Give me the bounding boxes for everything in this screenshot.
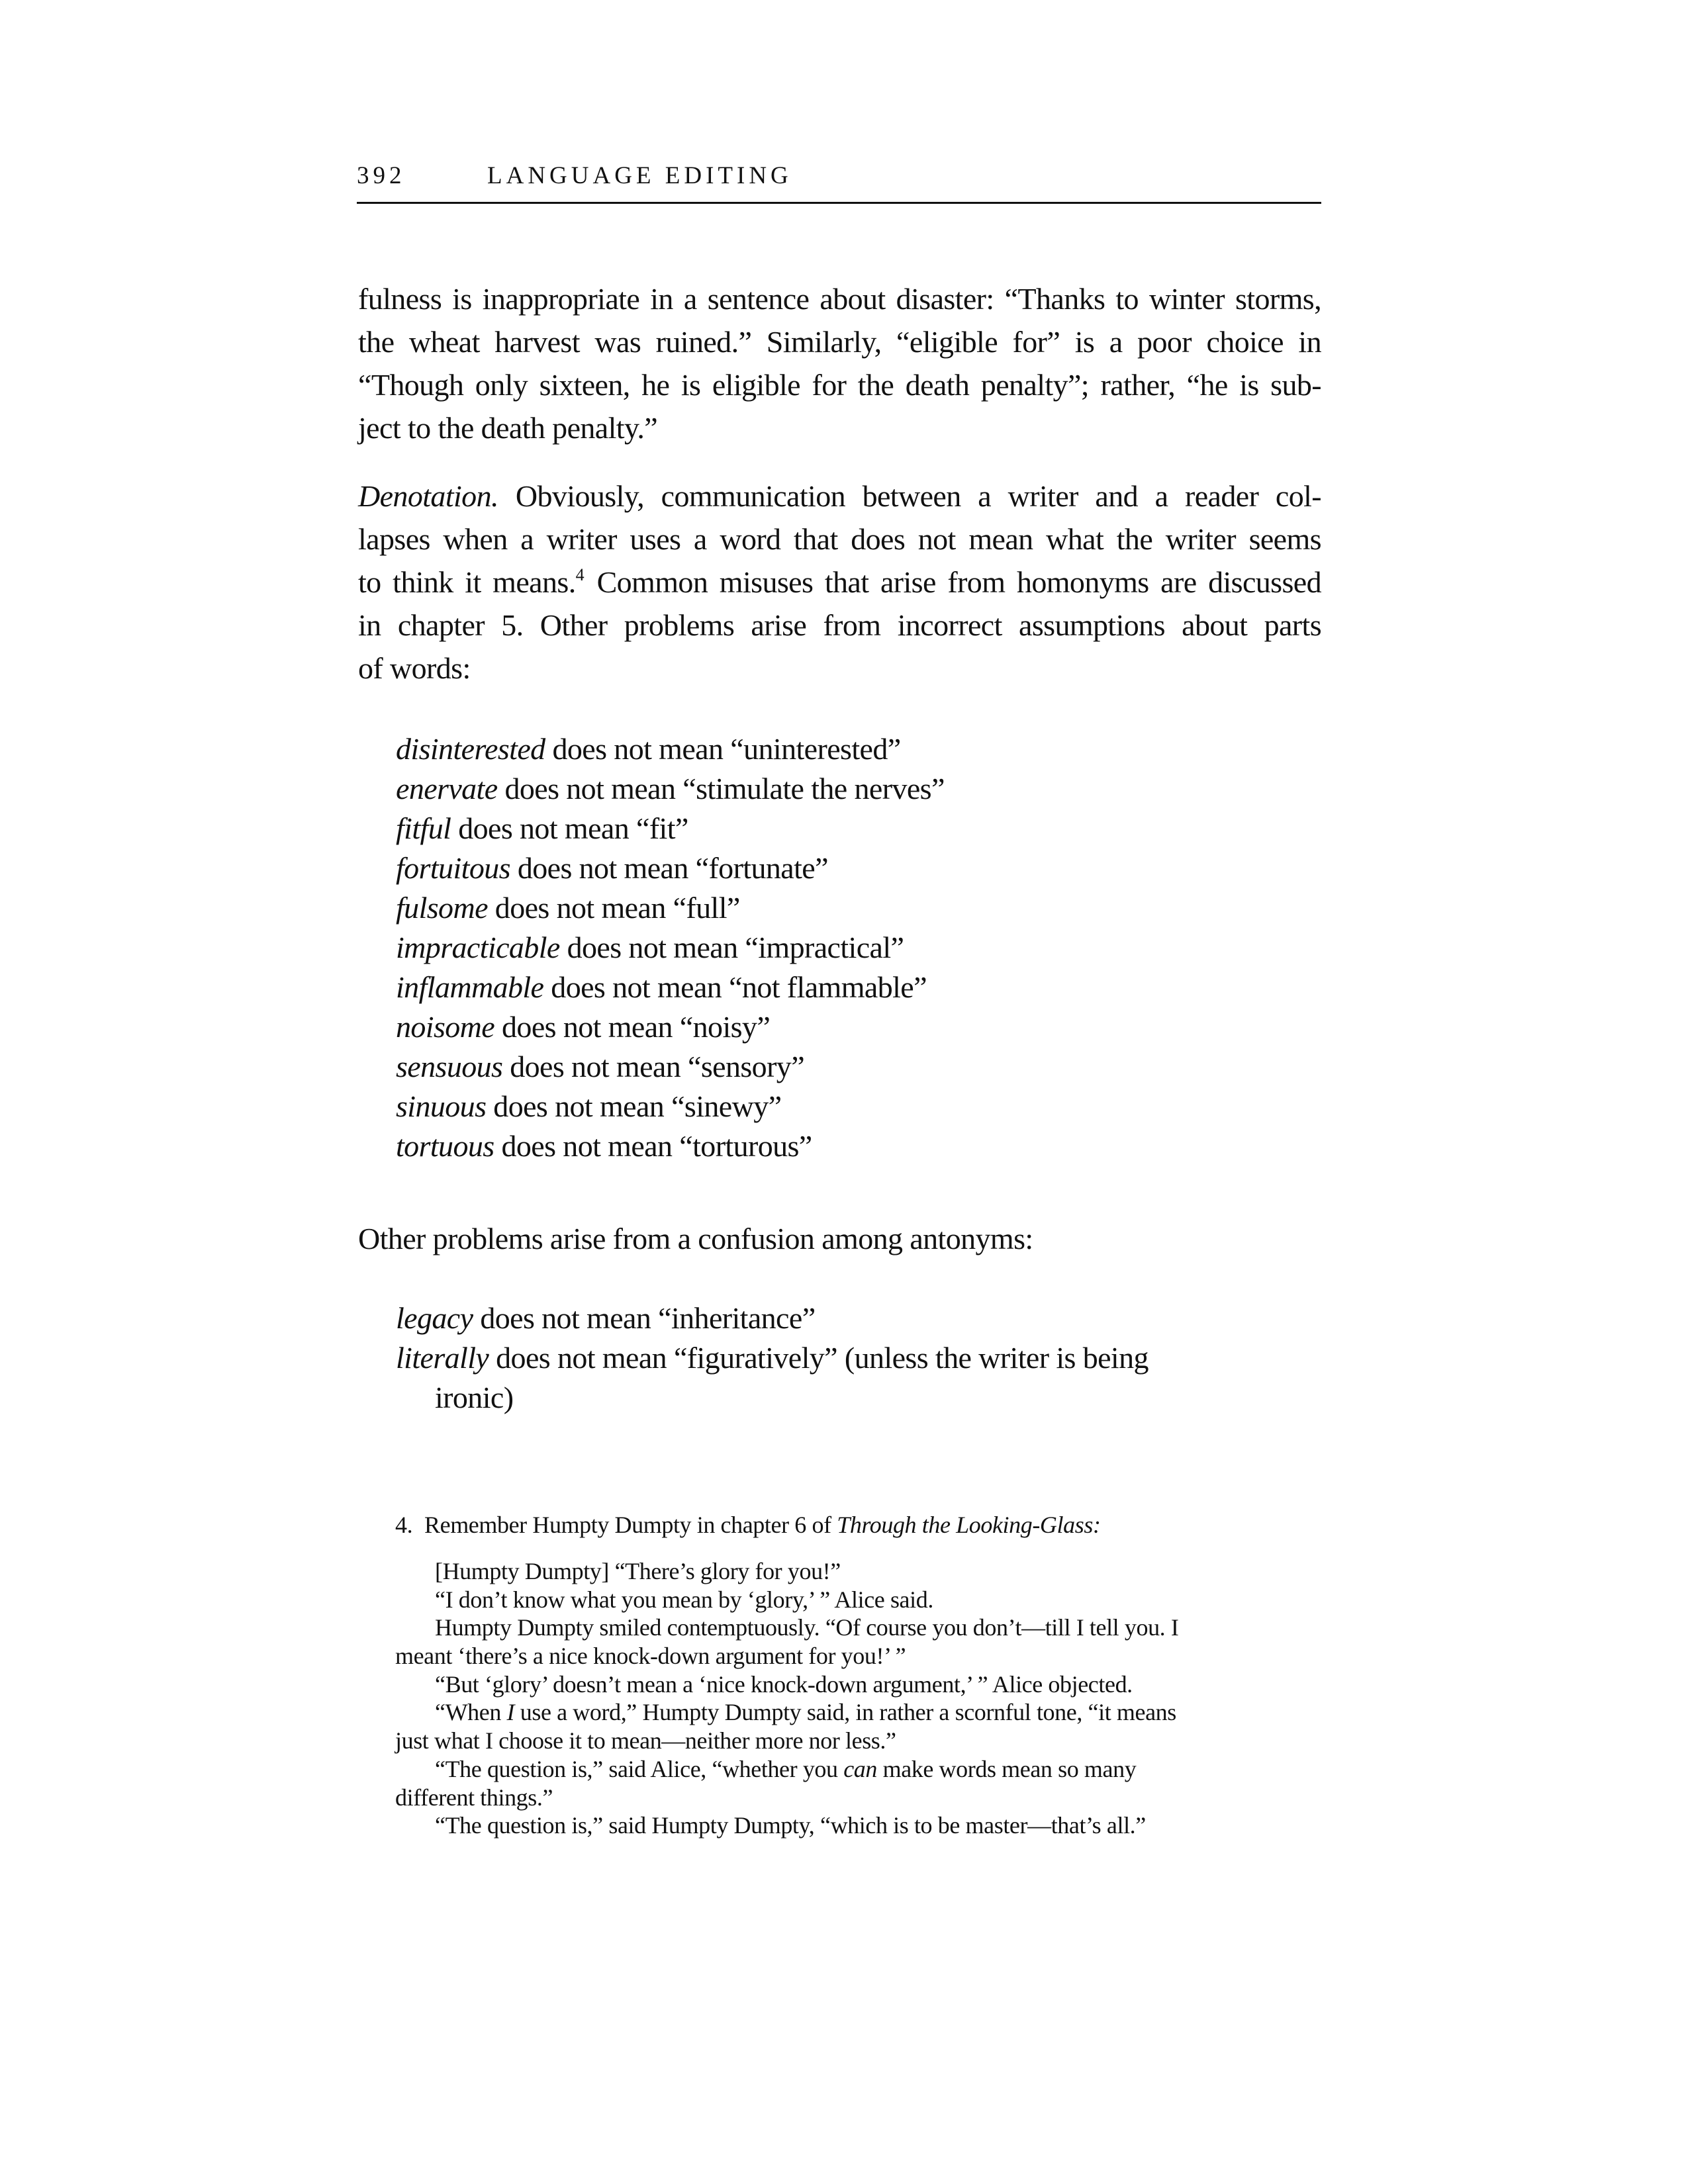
list-term: fitful bbox=[396, 811, 451, 845]
misuse-list bbox=[396, 729, 1323, 1166]
text-line bbox=[358, 561, 1321, 604]
text-span: to think it means. bbox=[358, 565, 576, 599]
list-item-continuation: ironic) bbox=[435, 1381, 514, 1414]
text-line: the wheat harvest was ruined.” Similarly, “eligible for” is a poor choice in bbox=[358, 325, 1321, 359]
paragraph-continued bbox=[358, 277, 1321, 449]
list-term: enervate bbox=[396, 772, 498, 805]
list-item bbox=[396, 729, 1323, 769]
quote-line bbox=[395, 1755, 1269, 1784]
text-span: Remember Humpty Dumpty in chapter 6 of bbox=[424, 1512, 837, 1538]
run-in-head: Denotation. bbox=[358, 479, 498, 513]
text-span: use a word,” Humpty Dumpty said, in rather a scornful tone, “it means bbox=[514, 1699, 1176, 1726]
list-item bbox=[396, 1047, 1323, 1087]
list-item bbox=[396, 1126, 1323, 1166]
quote-line: Humpty Dumpty smiled contemptuously. “Of course you don’t—till I tell you. I bbox=[435, 1614, 1179, 1641]
footnote-reference[interactable]: 4 bbox=[575, 565, 585, 584]
text-span: “The question is,” said Alice, “whether you bbox=[435, 1755, 844, 1782]
list-definition: does not mean “impractical” bbox=[559, 931, 904, 964]
quote-line: just what I choose it to mean—neither more nor less.” bbox=[395, 1727, 896, 1754]
list-term: sinuous bbox=[396, 1089, 487, 1123]
list-term: literally bbox=[396, 1341, 489, 1375]
list-term: disinterested bbox=[396, 732, 545, 766]
list-item bbox=[396, 1007, 1323, 1047]
list-item bbox=[396, 848, 1323, 888]
list-term: inflammable bbox=[396, 970, 544, 1004]
list-term: noisome bbox=[396, 1010, 495, 1044]
text-line bbox=[358, 475, 1321, 518]
emphasis: I bbox=[506, 1699, 515, 1726]
list-definition: does not mean “uninterested” bbox=[545, 732, 901, 766]
list-item bbox=[396, 888, 1323, 928]
list-definition: does not mean “fit” bbox=[451, 811, 688, 845]
text-span: make words mean so many bbox=[877, 1755, 1137, 1782]
text-line: in chapter 5. Other problems arise from incorrect assumptions about parts bbox=[358, 608, 1321, 642]
text-line: Other problems arise from a confusion among antonyms: bbox=[358, 1222, 1033, 1255]
quote-line: meant ‘there’s a nice knock-down argument for you!’ ” bbox=[395, 1643, 906, 1670]
quote-line: “But ‘glory’ doesn’t mean a ‘nice knock-down argument,’ ” Alice objected. bbox=[435, 1670, 1133, 1698]
text-line: fulness is inappropriate in a sentence about disaster: “Thanks to winter storms, bbox=[358, 282, 1321, 316]
list-term: fortuitous bbox=[396, 851, 510, 885]
header-rule bbox=[357, 202, 1321, 204]
list-definition: does not mean “not flammable” bbox=[543, 970, 927, 1004]
list-definition: does not mean “full” bbox=[487, 891, 740, 925]
footnote bbox=[395, 1511, 1269, 1539]
list-item bbox=[396, 1338, 1323, 1378]
list-definition: does not mean “fortunate” bbox=[510, 851, 828, 885]
text-span: Common misuses that arise from homonyms are discussed bbox=[585, 565, 1321, 599]
text-span: Obviously, communication between a writer and a reader col- bbox=[515, 479, 1321, 513]
list-definition: does not mean “sinewy” bbox=[486, 1089, 782, 1123]
list-definition: does not mean “noisy” bbox=[494, 1010, 771, 1044]
text-line: ject to the death penalty.” bbox=[358, 411, 658, 445]
list-item bbox=[396, 769, 1323, 809]
footnote-number: 4. bbox=[395, 1512, 413, 1538]
section-title: LANGUAGE EDITING bbox=[487, 162, 792, 189]
text-span: “When bbox=[435, 1699, 507, 1726]
antonym-list bbox=[396, 1298, 1323, 1418]
list-term: fulsome bbox=[396, 891, 488, 925]
list-definition: does not mean “figuratively” (unless the writer is being bbox=[489, 1341, 1149, 1375]
list-term: impracticable bbox=[396, 931, 560, 964]
list-item bbox=[396, 809, 1323, 848]
quote-line: “The question is,” said Humpty Dumpty, “which is to be master—that’s all.” bbox=[435, 1812, 1146, 1839]
list-definition: does not mean “inheritance” bbox=[473, 1301, 816, 1335]
quote-line bbox=[395, 1698, 1269, 1727]
footnote-quotation bbox=[395, 1557, 1269, 1840]
list-definition: does not mean “sensory” bbox=[502, 1050, 805, 1083]
quote-line: different things.” bbox=[395, 1784, 553, 1811]
list-item bbox=[396, 928, 1323, 968]
quote-line: “I don’t know what you mean by ‘glory,’ ” Alice said. bbox=[435, 1586, 933, 1613]
book-title: Through the Looking-Glass: bbox=[837, 1512, 1101, 1538]
paragraph-denotation bbox=[358, 475, 1321, 690]
list-item bbox=[396, 968, 1323, 1007]
quote-line: [Humpty Dumpty] “There’s glory for you!” bbox=[435, 1558, 841, 1584]
paragraph-antonyms bbox=[358, 1217, 1321, 1260]
text-line: lapses when a writer uses a word that does not mean what the writer seems bbox=[358, 522, 1321, 556]
running-head bbox=[357, 163, 1321, 189]
text-line: “Though only sixteen, he is eligible for the death penalty”; rather, “he is sub- bbox=[358, 368, 1321, 402]
list-term: sensuous bbox=[396, 1050, 503, 1083]
text-line: of words: bbox=[358, 651, 471, 685]
page-number: 392 bbox=[357, 162, 406, 189]
list-item bbox=[396, 1298, 1323, 1338]
list-item bbox=[396, 1087, 1323, 1126]
list-definition: does not mean “stimulate the nerves” bbox=[497, 772, 945, 805]
list-definition: does not mean “torturous” bbox=[494, 1129, 812, 1163]
emphasis: can bbox=[843, 1755, 877, 1782]
list-term: tortuous bbox=[396, 1129, 494, 1163]
list-term: legacy bbox=[396, 1301, 473, 1335]
footnote-intro bbox=[395, 1511, 1269, 1539]
